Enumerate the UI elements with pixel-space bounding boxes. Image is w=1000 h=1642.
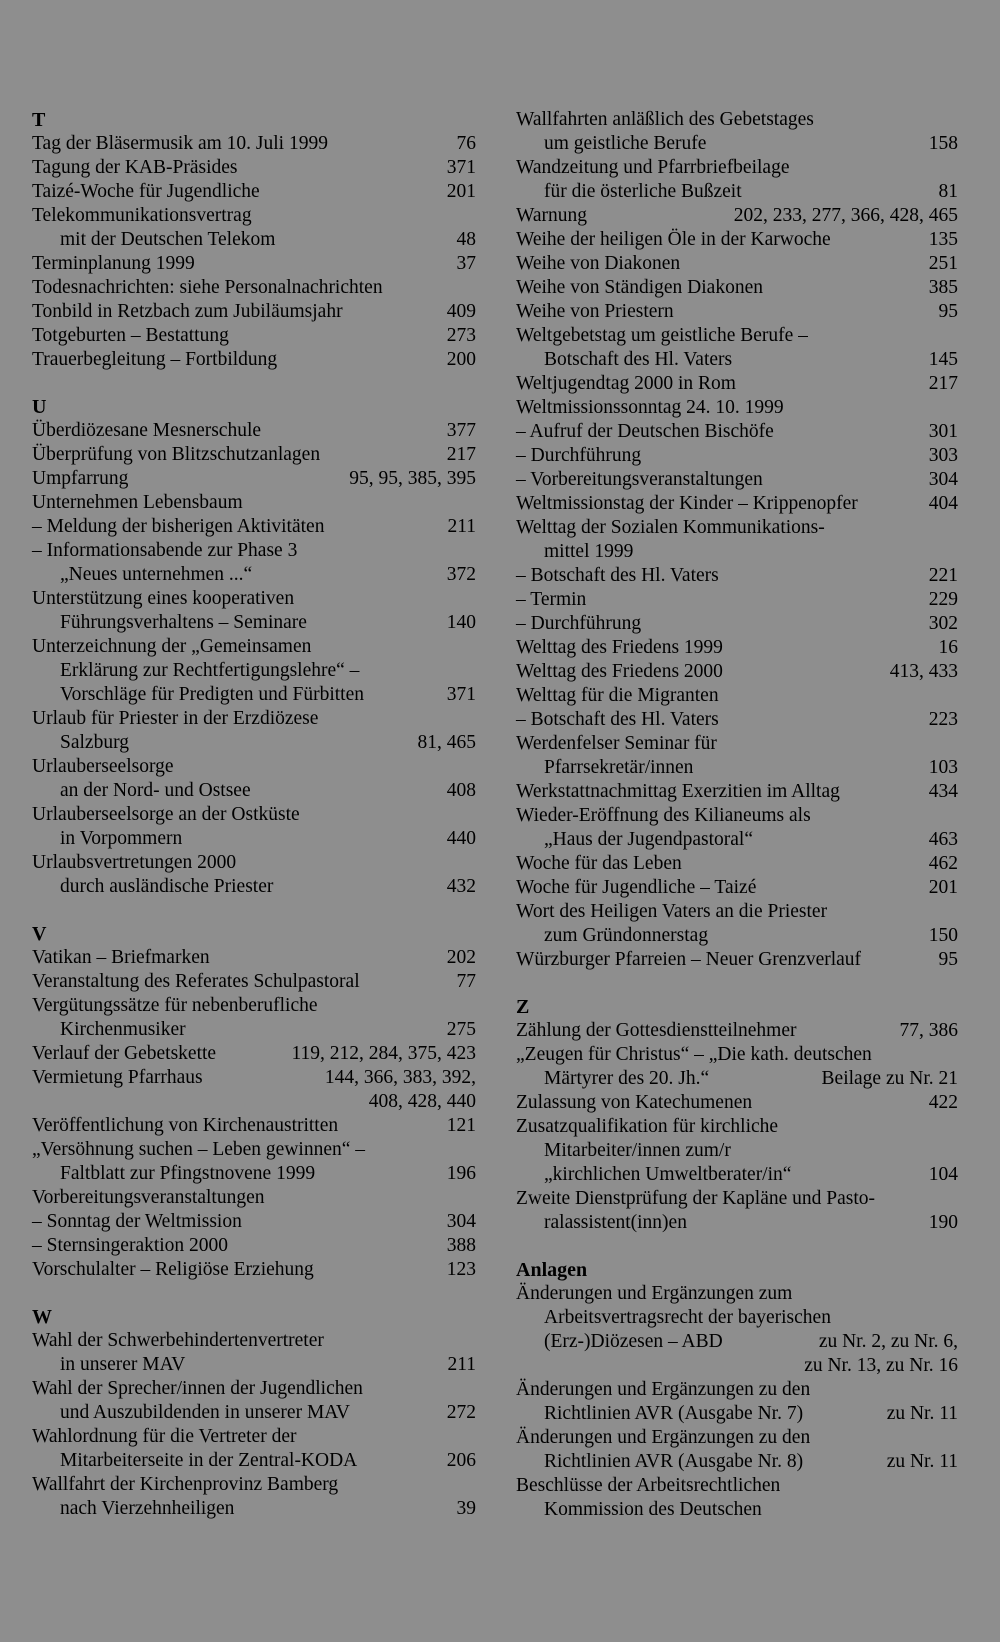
index-entry	[32, 132, 476, 156]
index-entry	[32, 348, 476, 372]
index-entry	[516, 1450, 958, 1474]
entry-title: Welttag des Friedens 1999	[516, 637, 723, 658]
index-entry	[32, 1377, 476, 1401]
index-entry	[516, 300, 958, 324]
entry-title: Woche für das Leben	[516, 853, 682, 874]
index-entry	[32, 1162, 476, 1186]
index-entry	[516, 180, 958, 204]
entry-page-ref: 144, 366, 383, 392,	[324, 1067, 476, 1088]
entry-page-ref: 121	[446, 1115, 476, 1136]
entry-title: – Botschaft des Hl. Vaters	[516, 709, 719, 730]
entry-title: Zählung der Gottesdienstteilnehmer	[516, 1020, 797, 1041]
entry-title: Urlaub für Priester in der Erzdiözese	[32, 708, 319, 729]
index-entry	[516, 756, 958, 780]
entry-page-ref: 81	[938, 181, 958, 202]
entry-title: Wort des Heiligen Vaters an die Priester	[516, 901, 828, 922]
entry-page-ref: 221	[928, 565, 958, 586]
index-entry	[516, 276, 958, 300]
entry-title: Weltmissionssonntag 24. 10. 1999	[516, 397, 784, 418]
entry-page-ref: 371	[446, 684, 476, 705]
entry-title: Urlaubsvertretungen 2000	[32, 852, 237, 873]
entry-page-ref: 217	[446, 444, 476, 465]
entry-title: Welttag für die Migranten	[516, 685, 719, 706]
index-entry	[32, 683, 476, 707]
entry-title: Weihe von Ständigen Diakonen	[516, 277, 763, 298]
entry-title: (Erz-)Diözesen – ABD	[544, 1331, 723, 1352]
index-entry	[32, 827, 476, 851]
entry-title: – Sternsingeraktion 2000	[32, 1235, 229, 1256]
entry-page-ref: 462	[928, 853, 958, 874]
entry-title: in Vorpommern	[60, 828, 183, 849]
entry-title: mittel 1999	[544, 541, 634, 562]
index-entry	[516, 1426, 958, 1450]
entry-page-ref: 404	[928, 493, 958, 514]
anlagen-heading: Anlagen	[516, 1259, 588, 1281]
index-entry	[32, 659, 476, 683]
entry-title: Weihe von Diakonen	[516, 253, 681, 274]
entry-title: mit der Deutschen Telekom	[60, 229, 276, 250]
entry-page-ref: 303	[928, 445, 958, 466]
index-entry	[32, 1138, 476, 1162]
entry-title: – Informationsabende zur Phase 3	[32, 540, 298, 561]
entry-page-ref: 202	[446, 947, 476, 968]
index-entry	[32, 707, 476, 731]
entry-title: Zusatzqualifikation für kirchliche	[516, 1116, 779, 1137]
entry-title: Taizé-Woche für Jugendliche	[32, 181, 260, 202]
index-entry	[32, 419, 476, 443]
entry-title: Faltblatt zur Pfingstnovene 1999	[60, 1163, 316, 1184]
entry-title: Beschlüsse der Arbeitsrechtlichen	[516, 1475, 781, 1496]
entry-title: – Meldung der bisherigen Aktivitäten	[32, 516, 325, 537]
index-entry	[32, 779, 476, 803]
section-letter: V	[32, 923, 47, 945]
entry-title: Weihe der heiligen Öle in der Karwoche	[516, 229, 831, 250]
entry-title: Wahl der Schwerbehindertenvertreter	[32, 1330, 324, 1351]
anlagen-section	[516, 1258, 958, 1522]
entry-title: Unterstützung eines kooperativen	[32, 588, 295, 609]
entry-page-ref: 103	[928, 757, 958, 778]
entry-page-ref: 272	[446, 1402, 476, 1423]
entry-title: Welttag des Friedens 2000	[516, 661, 723, 682]
entry-page-ref: 223	[928, 709, 958, 730]
entry-page-ref: 251	[928, 253, 958, 274]
entry-title: Zweite Dienstprüfung der Kapläne und Pasto-	[516, 1188, 876, 1209]
index-section	[32, 1305, 476, 1521]
entry-title: Vorbereitungsveranstaltungen	[32, 1187, 265, 1208]
entry-title: Urlauberseelsorge an der Ostküste	[32, 804, 300, 825]
entry-page-ref: zu Nr. 13, zu Nr. 16	[804, 1355, 958, 1376]
index-entry	[32, 851, 476, 875]
index-entry	[516, 612, 958, 636]
entry-page-ref: 196	[446, 1163, 476, 1184]
entry-title: Weltjugendtag 2000 in Rom	[516, 373, 736, 394]
entry-title: Terminplanung 1999	[32, 253, 195, 274]
index-entry	[32, 1449, 476, 1473]
index-entry	[516, 228, 958, 252]
index-entry	[32, 1425, 476, 1449]
entry-title: Urlauberseelsorge	[32, 756, 174, 777]
entry-page-ref: 413, 433	[889, 661, 958, 682]
entry-page-ref: 119, 212, 284, 375, 423	[291, 1043, 476, 1064]
entry-title: Änderungen und Ergänzungen zum	[516, 1283, 793, 1304]
index-entry	[516, 1330, 958, 1354]
index-entry	[516, 348, 958, 372]
entry-title: Änderungen und Ergänzungen zu den	[516, 1379, 811, 1400]
index-entry	[32, 1353, 476, 1377]
index-entry	[516, 948, 958, 972]
index-entry	[516, 468, 958, 492]
entry-title: Kommission des Deutschen	[544, 1499, 762, 1520]
entry-page-ref: 275	[446, 1019, 476, 1040]
index-entry	[32, 1186, 476, 1210]
entry-page-ref: 95	[938, 301, 958, 322]
index-entry	[32, 611, 476, 635]
entry-title: „Neues unternehmen ...“	[60, 564, 253, 585]
index-entry	[516, 564, 958, 588]
entry-title: – Vorbereitungsveranstaltungen	[516, 469, 763, 490]
entry-title: Wieder-Eröffnung des Kilianeums als	[516, 805, 811, 826]
entry-page-ref: 385	[928, 277, 958, 298]
entry-title: „Haus der Jugendpastoral“	[544, 829, 754, 850]
entry-title: Umpfarrung	[32, 468, 129, 489]
index-section	[516, 108, 958, 972]
entry-page-ref: Beilage zu Nr. 21	[821, 1068, 958, 1089]
entry-page-ref: zu Nr. 2, zu Nr. 6,	[818, 1331, 958, 1352]
entry-title: Werkstattnachmittag Exerzitien im Alltag	[516, 781, 840, 802]
entry-title: Warnung	[516, 205, 587, 226]
index-entry	[516, 924, 958, 948]
index-entry	[516, 684, 958, 708]
entry-page-ref: 140	[446, 612, 476, 633]
entry-page-ref: 135	[928, 229, 958, 250]
index-entry	[516, 1474, 958, 1498]
index-entry	[516, 1163, 958, 1187]
entry-title: Trauerbegleitung – Fortbildung	[32, 349, 278, 370]
entry-title: Werdenfelser Seminar für	[516, 733, 717, 754]
index-entry	[516, 324, 958, 348]
index-entry	[516, 1282, 958, 1306]
entry-title: Richtlinien AVR (Ausgabe Nr. 8)	[544, 1451, 804, 1472]
index-entry	[516, 372, 958, 396]
index-entry	[32, 324, 476, 348]
index-entry	[516, 1354, 958, 1378]
index-entry	[516, 828, 958, 852]
entry-title: Änderungen und Ergänzungen zu den	[516, 1427, 811, 1448]
entry-title: Arbeitsvertragsrecht der bayerischen	[544, 1307, 831, 1328]
entry-title: für die österliche Bußzeit	[544, 181, 742, 202]
entry-title: durch ausländische Priester	[60, 876, 274, 897]
entry-title: Welttag der Sozialen Kommunikations-	[516, 517, 825, 538]
entry-page-ref: 302	[928, 613, 958, 634]
index-entry	[32, 1018, 476, 1042]
entry-page-ref: 211	[447, 516, 476, 537]
entry-page-ref: 372	[446, 564, 476, 585]
index-entry	[32, 1258, 476, 1282]
entry-title: Zulassung von Katechumenen	[516, 1092, 753, 1113]
index-entry	[516, 804, 958, 828]
entry-page-ref: 95	[938, 949, 958, 970]
index-entry	[32, 1210, 476, 1234]
index-entry	[516, 492, 958, 516]
index-entry	[32, 1234, 476, 1258]
entry-page-ref: 201	[446, 181, 476, 202]
entry-title: Botschaft des Hl. Vaters	[544, 349, 733, 370]
entry-page-ref: 304	[446, 1211, 476, 1232]
index-entry	[32, 970, 476, 994]
entry-page-ref: 301	[928, 421, 958, 442]
index-entry	[32, 1401, 476, 1425]
entry-title: „kirchlichen Umweltberater/in“	[544, 1164, 792, 1185]
index-entry	[32, 539, 476, 563]
index-entry	[516, 1115, 958, 1139]
entry-title: Telekommunikationsvertrag	[32, 205, 252, 226]
entry-page-ref: 190	[928, 1212, 958, 1233]
entry-title: „Versöhnung suchen – Leben gewinnen“ –	[32, 1139, 366, 1160]
entry-title: – Aufruf der Deutschen Bischöfe	[516, 421, 774, 442]
index-section	[32, 395, 476, 899]
index-entry	[32, 1473, 476, 1497]
entry-title: Unternehmen Lebensbaum	[32, 492, 243, 513]
index-entry	[32, 467, 476, 491]
index-entry	[32, 204, 476, 228]
index-entry	[32, 994, 476, 1018]
entry-page-ref: 150	[928, 925, 958, 946]
entry-title: Weltmissionstag der Kinder – Krippenopfer	[516, 493, 858, 514]
entry-title: – Botschaft des Hl. Vaters	[516, 565, 719, 586]
index-entry	[32, 1114, 476, 1138]
index-entry	[32, 1042, 476, 1066]
index-entry	[516, 1043, 958, 1067]
index-entry	[32, 946, 476, 970]
entry-page-ref: 371	[446, 157, 476, 178]
entry-page-ref: 76	[456, 133, 476, 154]
section-letter: Z	[516, 996, 530, 1018]
entry-page-ref: 211	[447, 1354, 476, 1375]
entry-title: um geistliche Berufe	[544, 133, 707, 154]
index-entry	[516, 708, 958, 732]
entry-title: ralassistent(inn)en	[544, 1212, 687, 1233]
index-entry	[516, 540, 958, 564]
index-entry	[516, 1211, 958, 1235]
entry-title: Pfarrsekretär/innen	[544, 757, 694, 778]
entry-page-ref: 377	[446, 420, 476, 441]
entry-page-ref: 434	[928, 781, 958, 802]
entry-title: an der Nord- und Ostsee	[60, 780, 251, 801]
entry-title: „Zeugen für Christus“ – „Die kath. deutschen	[516, 1044, 872, 1065]
section-letter: T	[32, 109, 46, 131]
entry-title: Todesnachrichten: siehe Personalnachrichten	[32, 277, 383, 298]
entry-page-ref: 158	[928, 133, 958, 154]
index-section	[516, 995, 958, 1235]
entry-title: Vorschulalter – Religiöse Erziehung	[32, 1259, 314, 1280]
entry-page-ref: 304	[928, 469, 958, 490]
index-entry	[516, 1378, 958, 1402]
entry-page-ref: 408, 428, 440	[368, 1091, 476, 1112]
entry-page-ref: 39	[456, 1498, 476, 1519]
index-entry	[516, 636, 958, 660]
entry-title: Richtlinien AVR (Ausgabe Nr. 7)	[544, 1403, 804, 1424]
entry-title: Kirchenmusiker	[60, 1019, 186, 1040]
index-entry	[516, 108, 958, 132]
entry-title: Weltgebetstag um geistliche Berufe –	[516, 325, 808, 346]
index-entry	[516, 660, 958, 684]
index-entry	[516, 780, 958, 804]
entry-title: zum Gründonnerstag	[544, 925, 709, 946]
entry-page-ref: 201	[928, 877, 958, 898]
index-entry	[32, 1066, 476, 1090]
entry-page-ref: 422	[928, 1092, 958, 1113]
entry-title: Wahlordnung für die Vertreter der	[32, 1426, 297, 1447]
entry-page-ref: 432	[446, 876, 476, 897]
entry-page-ref: 206	[446, 1450, 476, 1471]
entry-page-ref: 123	[446, 1259, 476, 1280]
index-entry	[516, 1306, 958, 1330]
entry-title: Weihe von Priestern	[516, 301, 674, 322]
entry-title: Märtyrer des 20. Jh.“	[544, 1068, 710, 1089]
index-entry	[516, 1187, 958, 1211]
entry-title: Veranstaltung des Referates Schulpastoral	[32, 971, 360, 992]
entry-page-ref: 202, 233, 277, 366, 428, 465	[733, 205, 958, 226]
entry-title: Würzburger Pfarreien – Neuer Grenzverlauf	[516, 949, 862, 970]
index-entry	[32, 635, 476, 659]
entry-page-ref: zu Nr. 11	[886, 1403, 958, 1424]
index-entry	[32, 276, 476, 300]
entry-page-ref: 16	[938, 637, 958, 658]
entry-title: Wandzeitung und Pfarrbriefbeilage	[516, 157, 790, 178]
index-entry	[516, 852, 958, 876]
entry-title: Erklärung zur Rechtfertigungslehre“ –	[60, 660, 360, 681]
entry-title: Vatikan – Briefmarken	[32, 947, 210, 968]
entry-title: Wallfahrt der Kirchenprovinz Bamberg	[32, 1474, 339, 1495]
entry-page-ref: 81, 465	[417, 732, 476, 753]
index-entry	[32, 252, 476, 276]
entry-page-ref: 145	[928, 349, 958, 370]
entry-page-ref: 77	[456, 971, 476, 992]
index-entry	[32, 875, 476, 899]
right-column	[516, 108, 958, 1545]
entry-title: in unserer MAV	[60, 1354, 186, 1375]
index-entry	[32, 443, 476, 467]
index-entry	[516, 1139, 958, 1163]
entry-page-ref: 104	[928, 1164, 958, 1185]
index-section	[32, 922, 476, 1282]
index-entry	[32, 731, 476, 755]
entry-title: Überprüfung von Blitzschutzanlagen	[32, 444, 321, 465]
index-entry	[516, 1019, 958, 1043]
entry-title: Unterzeichnung der „Gemeinsamen	[32, 636, 312, 657]
index-entry	[516, 204, 958, 228]
entry-page-ref: 463	[928, 829, 958, 850]
entry-title: Veröffentlichung von Kirchenaustritten	[32, 1115, 339, 1136]
entry-title: – Sonntag der Weltmission	[32, 1211, 242, 1232]
entry-page-ref: 273	[446, 325, 476, 346]
index-entry	[32, 228, 476, 252]
index-entry	[516, 420, 958, 444]
entry-page-ref: 388	[446, 1235, 476, 1256]
entry-title: Vorschläge für Predigten und Fürbitten	[60, 684, 365, 705]
index-entry	[516, 1091, 958, 1115]
entry-title: und Auszubildenden in unserer MAV	[60, 1402, 350, 1423]
entry-title: Totgeburten – Bestattung	[32, 325, 229, 346]
entry-page-ref: 229	[928, 589, 958, 610]
index-entry	[32, 1329, 476, 1353]
entry-title: Tagung der KAB-Präsides	[32, 157, 238, 178]
entry-title: Wallfahrten anläßlich des Gebetstages	[516, 109, 814, 130]
entry-page-ref: zu Nr. 11	[886, 1451, 958, 1472]
entry-title: Mitarbeiterseite in der Zentral-KODA	[60, 1450, 358, 1471]
entry-page-ref: 200	[446, 349, 476, 370]
entry-page-ref: 48	[456, 229, 476, 250]
entry-page-ref: 408	[446, 780, 476, 801]
entry-title: Salzburg	[60, 732, 129, 753]
index-entry	[32, 563, 476, 587]
index-entry	[516, 1067, 958, 1091]
entry-title: Überdiözesane Mesnerschule	[32, 420, 262, 441]
index-entry	[32, 803, 476, 827]
index-entry	[32, 156, 476, 180]
entry-page-ref: 37	[456, 253, 476, 274]
index-entry	[32, 1497, 476, 1521]
index-entry	[32, 491, 476, 515]
index-entry	[516, 900, 958, 924]
index-section	[32, 108, 476, 372]
index-entry	[516, 252, 958, 276]
entry-title: Wahl der Sprecher/innen der Jugendlichen	[32, 1378, 363, 1399]
entry-page-ref: 409	[446, 301, 476, 322]
index-entry	[516, 444, 958, 468]
entry-title: Woche für Jugendliche – Taizé	[516, 877, 757, 898]
entry-title: Führungsverhaltens – Seminare	[60, 612, 307, 633]
entry-title: Mitarbeiter/innen zum/r	[544, 1140, 731, 1161]
entry-title: Vermietung Pfarrhaus	[32, 1067, 203, 1088]
index-entry	[516, 876, 958, 900]
entry-title: Verlauf der Gebetskette	[32, 1043, 217, 1064]
index-entry	[32, 180, 476, 204]
entry-page-ref: 77, 386	[899, 1020, 958, 1041]
index-entry	[32, 1090, 476, 1114]
left-column	[32, 108, 476, 1544]
index-entry	[32, 515, 476, 539]
index-entry	[516, 396, 958, 420]
index-entry	[32, 587, 476, 611]
entry-page-ref: 440	[446, 828, 476, 849]
entry-title: – Durchführung	[516, 613, 642, 634]
entry-page-ref: 217	[928, 373, 958, 394]
index-entry	[32, 300, 476, 324]
entry-title: – Durchführung	[516, 445, 642, 466]
section-letter: U	[32, 396, 47, 418]
index-entry	[516, 516, 958, 540]
index-entry	[516, 132, 958, 156]
entry-title: nach Vierzehnheiligen	[60, 1498, 235, 1519]
entry-title: Tag der Bläsermusik am 10. Juli 1999	[32, 133, 328, 154]
section-letter: W	[32, 1306, 52, 1328]
entry-title: Vergütungssätze für nebenberufliche	[32, 995, 318, 1016]
entry-page-ref: 95, 95, 385, 395	[349, 468, 476, 489]
index-entry	[516, 1498, 958, 1522]
index-entry	[516, 732, 958, 756]
index-entry	[32, 755, 476, 779]
entry-title: Tonbild in Retzbach zum Jubiläumsjahr	[32, 301, 343, 322]
index-entry	[516, 1402, 958, 1426]
index-entry	[516, 156, 958, 180]
index-entry	[516, 588, 958, 612]
entry-title: – Termin	[516, 589, 587, 610]
